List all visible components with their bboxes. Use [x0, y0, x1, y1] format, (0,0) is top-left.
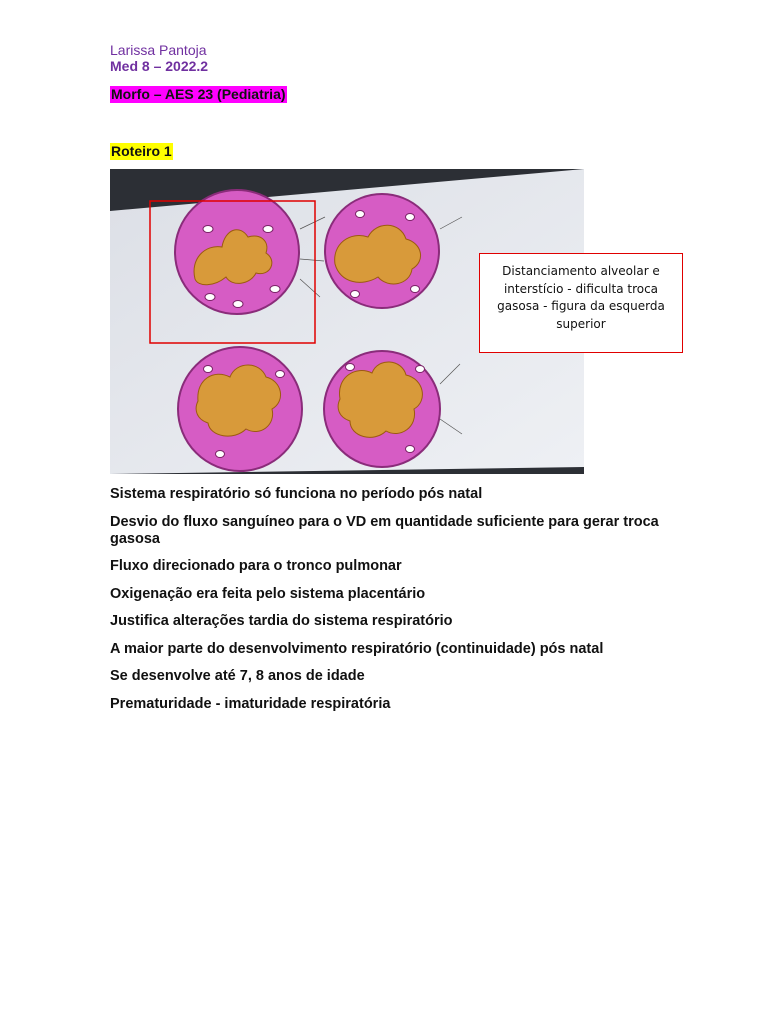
note-line: Justifica alterações tardia do sistema respiratório — [110, 613, 453, 629]
circle-saccular — [178, 347, 302, 471]
author-block — [110, 42, 208, 74]
author-class: Med 8 – 2022.2 — [110, 58, 209, 74]
circle-alveolar — [324, 351, 440, 467]
notes-list — [110, 486, 670, 723]
note-line: Oxigenação era feita pelo sistema placentário — [110, 585, 426, 602]
note-line: Fluxo direcionado para o tronco pulmonar — [110, 558, 402, 574]
note-line: Sistema respiratório só funciona no período pós natal — [110, 486, 483, 502]
circle-pseudoglandular — [175, 190, 299, 314]
document-title: Morfo – AES 23 (Pediatria) — [111, 86, 286, 102]
callout-note: Distanciamento alveolar e interstício - dificulta troca gasosa - figura da esquerda superior — [479, 253, 683, 353]
note-line: Prematuridade - imaturidade respiratória — [110, 695, 391, 712]
note-line: Desvio do fluxo sanguíneo para o VD em quantidade suficiente para gerar troca gasosa — [110, 513, 659, 547]
note-line: A maior parte do desenvolvimento respiratório (continuidade) pós natal — [110, 640, 604, 657]
circle-canalicular — [325, 194, 439, 308]
section-heading: Roteiro 1 — [111, 143, 172, 159]
note-line: Se desenvolve até 7, 8 anos de idade — [110, 668, 365, 684]
author-name: Larissa Pantoja — [110, 42, 207, 58]
